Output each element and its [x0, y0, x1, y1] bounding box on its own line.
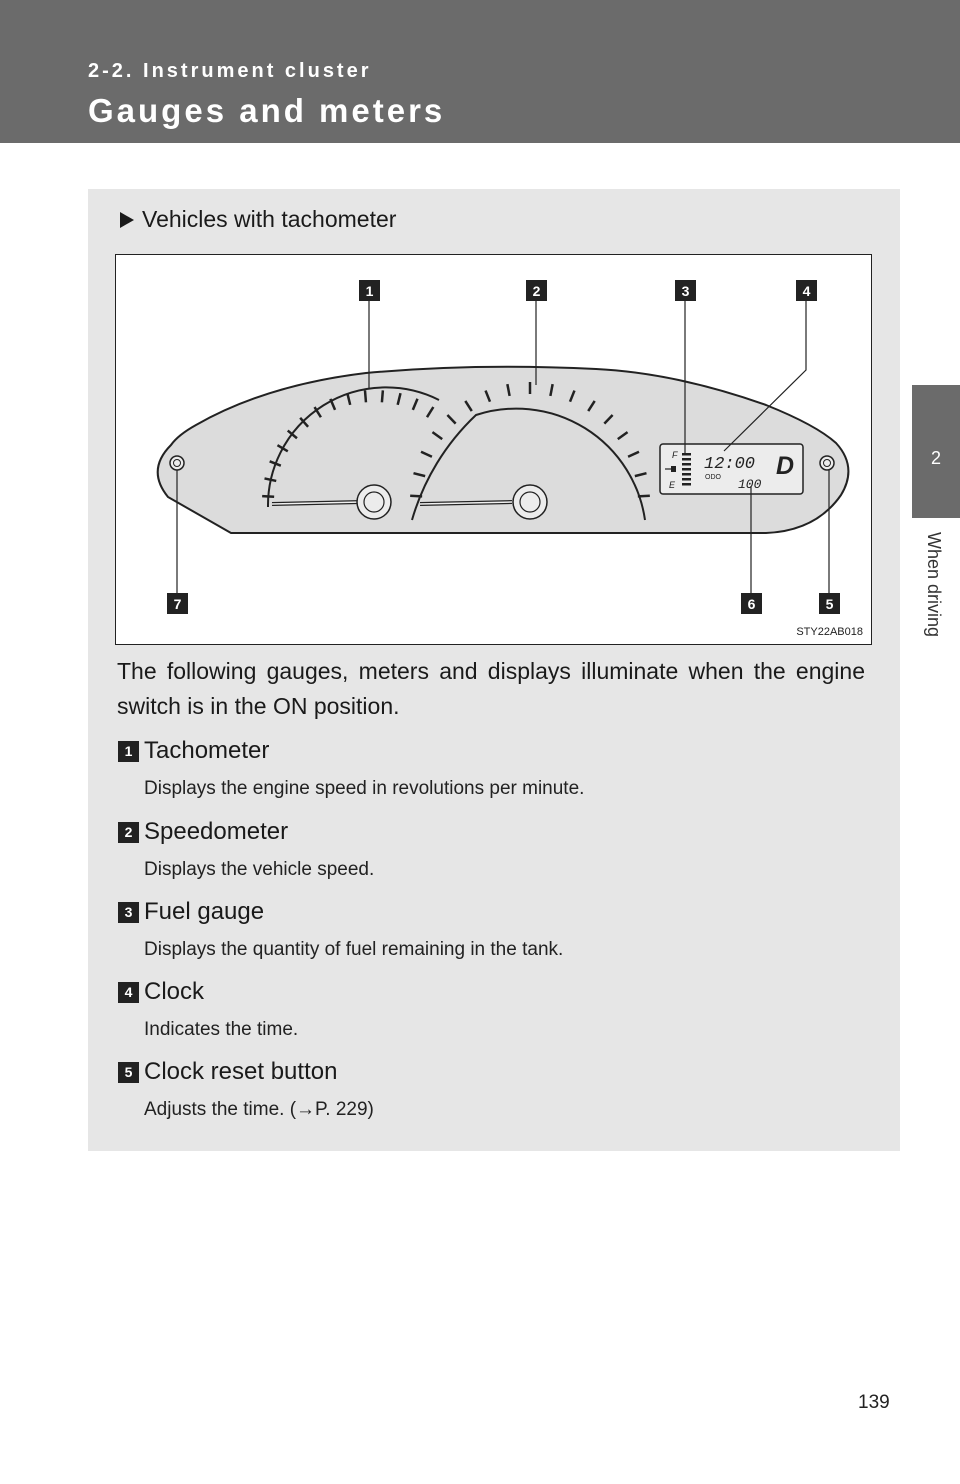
item-title: Fuel gauge [144, 898, 265, 925]
clock-reset-knob [820, 456, 834, 470]
callout-1 [359, 280, 380, 301]
item-clock-reset-button [118, 1058, 878, 1121]
subhead [120, 206, 396, 233]
svg-text:3: 3 [681, 283, 690, 299]
item-description: Displays the engine speed in revolutions per minute. [144, 778, 585, 799]
callout-3 [675, 280, 696, 301]
callout-6 [741, 593, 762, 614]
item-fuel-gauge [118, 898, 878, 961]
fuel-empty-mark: E [669, 480, 676, 490]
instrument-cluster-illustration [116, 255, 873, 646]
tachometer-tick [262, 496, 274, 497]
section-heading: 2-2. Instrument cluster [88, 60, 372, 82]
item-description: Adjusts the time. (→P. 229) [144, 1099, 374, 1120]
item-speedometer [118, 818, 878, 881]
speedometer-tick [638, 496, 650, 497]
left-knob [170, 456, 184, 470]
item-number-badge: 1 [118, 741, 139, 762]
svg-text:5: 5 [825, 596, 834, 612]
chapter-tab-label: When driving [924, 532, 944, 638]
item-tachometer [118, 737, 878, 800]
callout-5 [819, 593, 840, 614]
svg-text:4: 4 [802, 283, 811, 299]
gear-indicator: D [776, 452, 795, 480]
callout-2 [526, 280, 547, 301]
item-number-badge: 4 [118, 982, 139, 1003]
item-title: Clock [144, 978, 205, 1005]
callout-7 [167, 593, 188, 614]
page-title: Gauges and meters [88, 92, 446, 129]
subhead-text: Vehicles with tachometer [142, 206, 397, 232]
callout-4 [796, 280, 817, 301]
instrument-cluster-figure [115, 254, 872, 645]
tachometer-tick [382, 390, 383, 402]
item-number-badge: 2 [118, 822, 139, 843]
multi-display [660, 444, 803, 494]
svg-text:6: 6 [747, 596, 756, 612]
item-description: Displays the vehicle speed. [144, 859, 375, 880]
tachometer-hub [357, 485, 391, 519]
item-clock [118, 978, 878, 1041]
chapter-tab-number: 2 [930, 448, 941, 468]
item-title: Clock reset button [144, 1058, 338, 1085]
triangle-bullet-icon [120, 212, 134, 228]
item-description: Indicates the time. [144, 1019, 299, 1040]
speedometer-tick [410, 496, 422, 497]
clock-readout: 12:00 [704, 455, 756, 474]
svg-text:2: 2 [532, 283, 541, 299]
intro-paragraph: The following gauges, meters and displays illuminate when the engine switch is in the ON position. [117, 658, 865, 719]
item-title: Tachometer [144, 737, 270, 764]
svg-text:7: 7 [173, 596, 182, 612]
fuel-full-mark: F [672, 450, 678, 460]
item-number-badge: 3 [118, 902, 139, 923]
page-number: 139 [858, 1392, 890, 1413]
tachometer-tick [365, 390, 366, 402]
odo-label: ODO [705, 474, 721, 481]
item-title: Speedometer [144, 818, 289, 845]
speedometer-hub [513, 485, 547, 519]
item-number-badge: 5 [118, 1062, 139, 1083]
svg-text:1: 1 [365, 283, 374, 299]
odometer-readout: 100 [738, 477, 762, 492]
figure-code: STY22AB018 [796, 626, 863, 638]
item-description: Displays the quantity of fuel remaining in the tank. [144, 939, 564, 960]
